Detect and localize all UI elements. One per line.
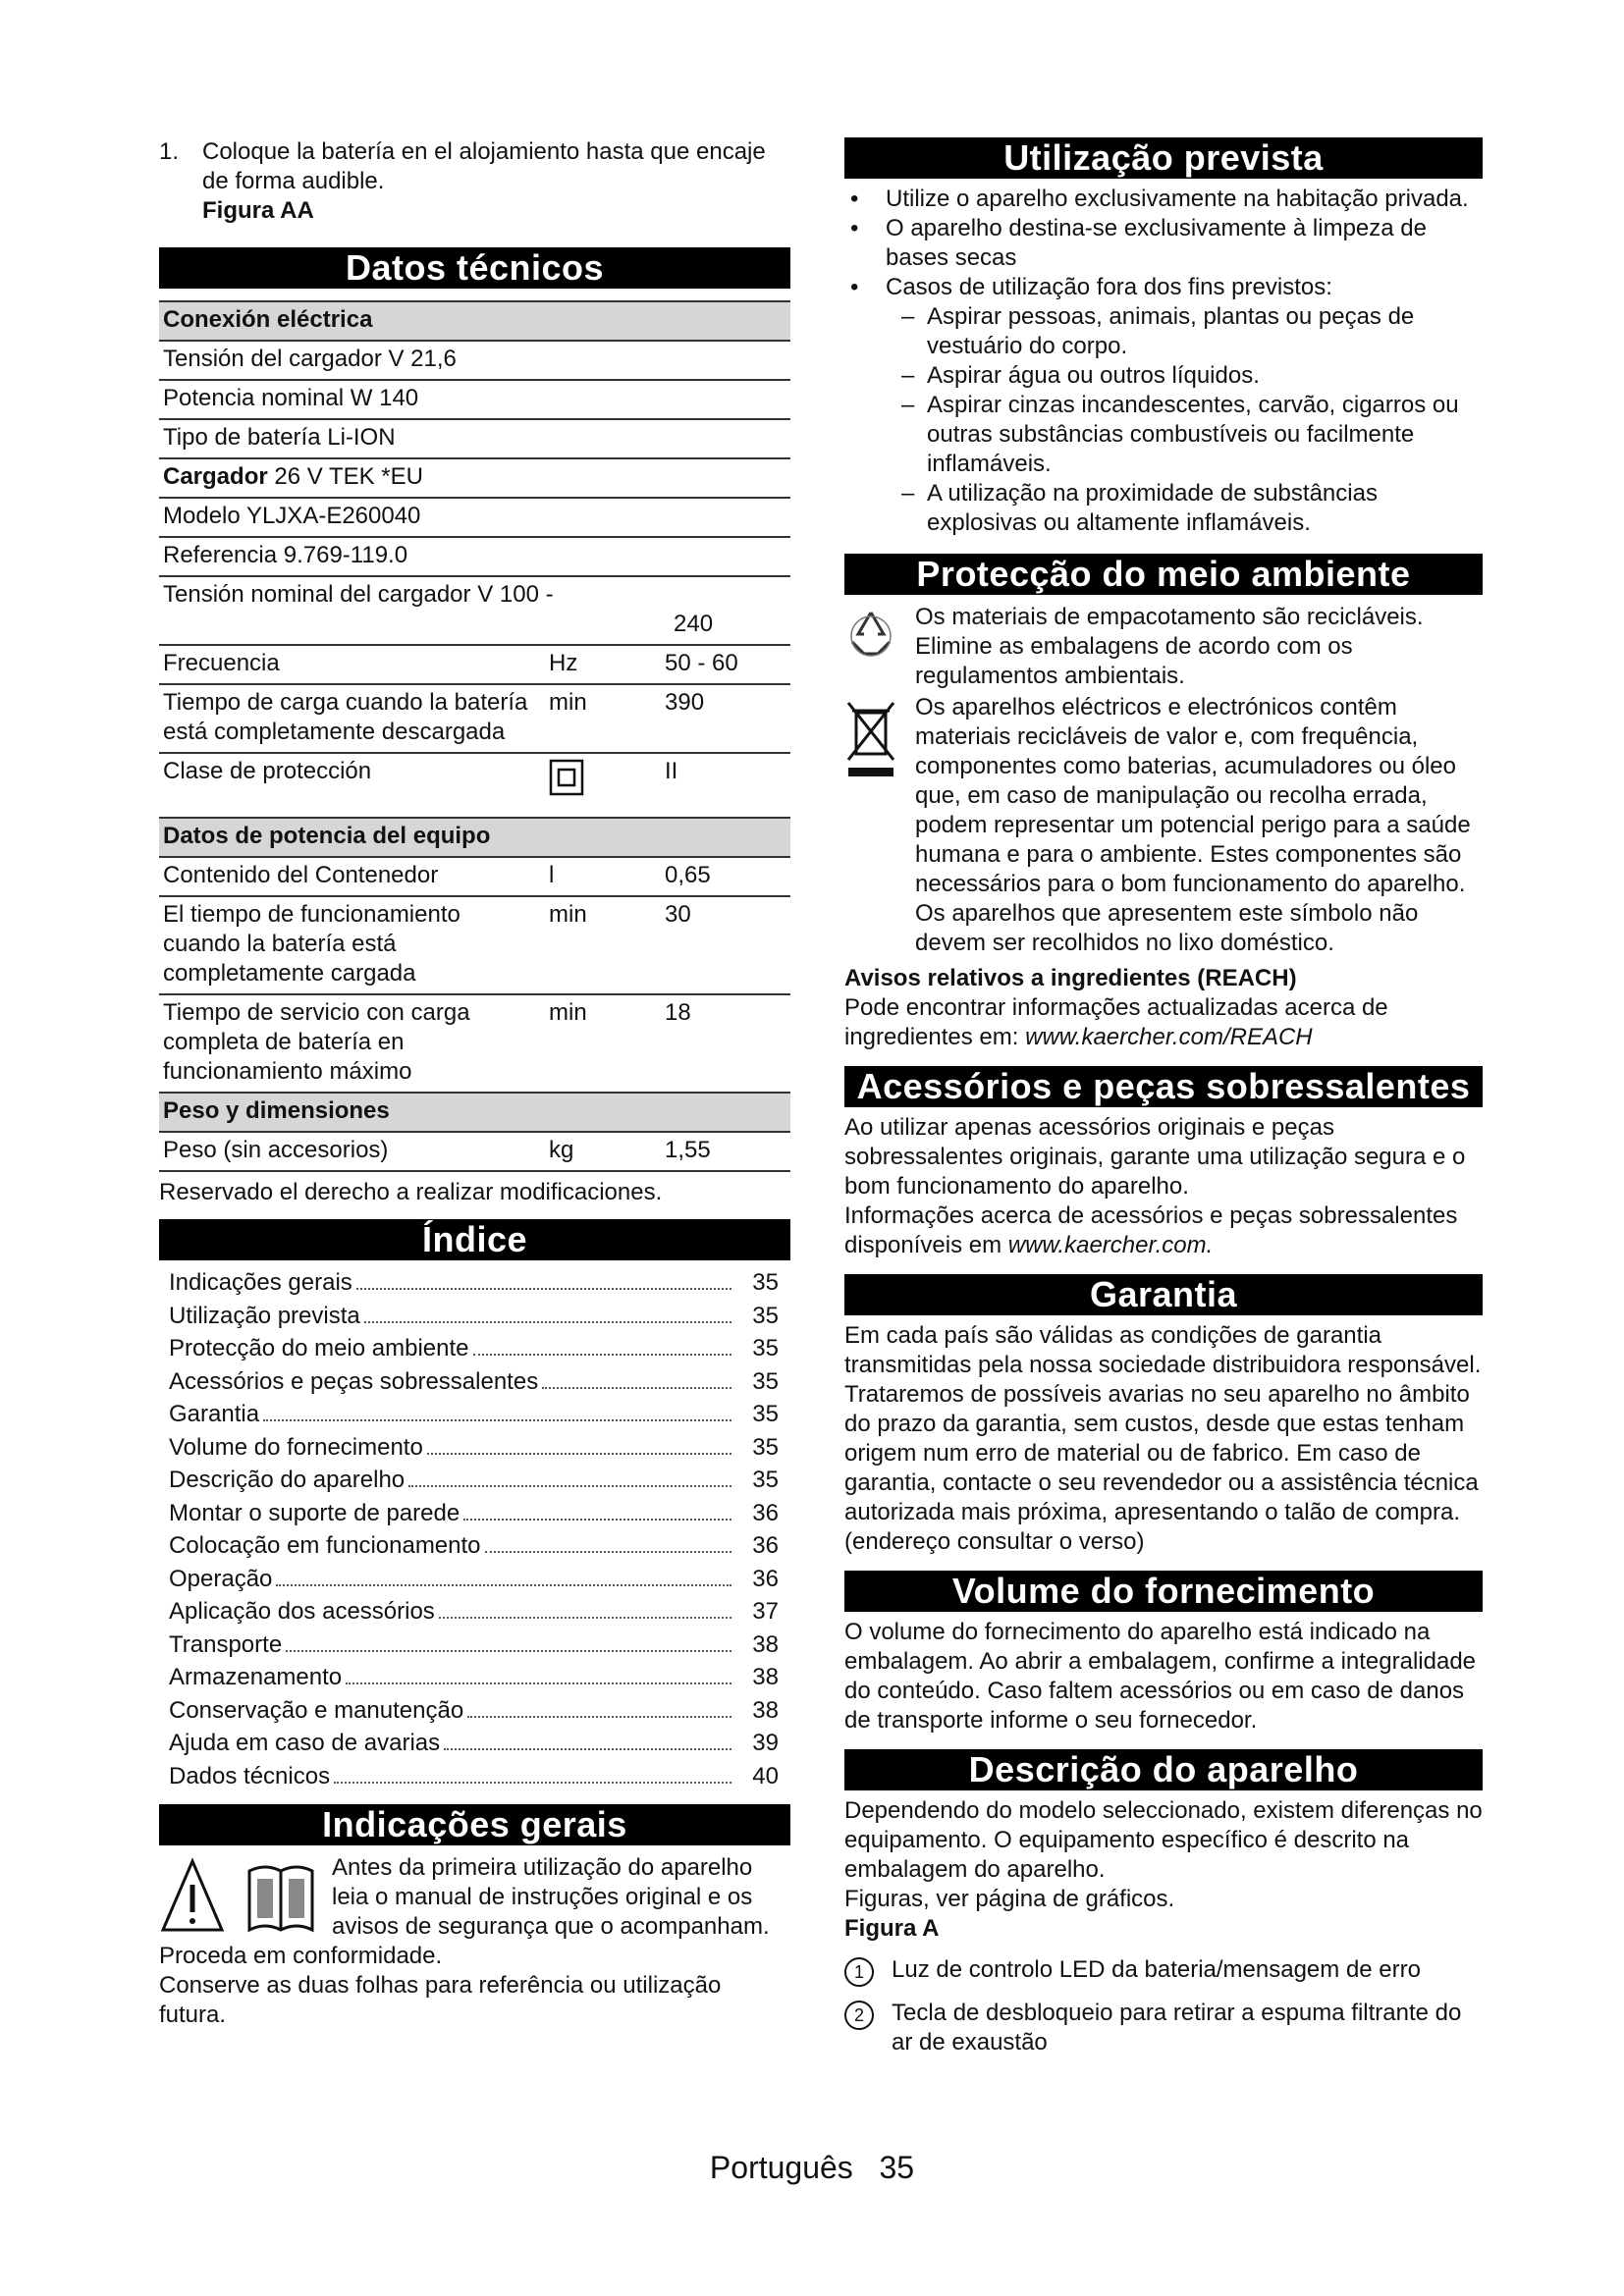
toc-title: Armazenamento bbox=[169, 1664, 343, 1690]
toc-title: Colocação em funcionamento bbox=[169, 1532, 481, 1559]
footer-language: Português bbox=[709, 2150, 853, 2185]
table-row: Tiempo de carga cuando la batería está completamente descargada min 390 bbox=[159, 684, 790, 753]
table-row: El tiempo de funcionamiento cuando la batería está completamente cargada min 30 bbox=[159, 896, 790, 994]
toc-leader bbox=[427, 1453, 731, 1455]
toc-leader bbox=[463, 1519, 731, 1521]
table-row: Clase de protección II bbox=[159, 753, 790, 818]
list-item: – A utilização na proximidade de substâncias explosivas ou altamente inflamáveis. bbox=[886, 479, 1483, 538]
warranty-text: Em cada país são válidas as condições de garantia transmitidas pela nossa sociedade distribuidora responsável. Trataremos de possíveis avarias no seu aparelho no âmbito do prazo da garantia, sem custos, desde que estas tenham origem num erro de material ou de fabrico. Em caso de garantia, contacte o seu revendedor ou a assistência técnica autorizada mais próxima, apresentando o talão de compra. bbox=[844, 1322, 1482, 1525]
toc-entry[interactable] bbox=[169, 1531, 779, 1565]
list-item: – Aspirar cinzas incandescentes, carvão, cigarros ou outras substâncias combustíveis ou facilmente inflamáveis. bbox=[886, 391, 1483, 479]
table-section: Conexión eléctrica bbox=[159, 301, 790, 341]
toc-page: 35 bbox=[752, 1335, 779, 1362]
reach-text: Pode encontrar informações actualizadas acerca de ingredientes em: bbox=[844, 994, 1388, 1050]
toc-title: Aplicação dos acessórios bbox=[169, 1598, 435, 1625]
toc-leader bbox=[467, 1716, 731, 1718]
figure-a-label: Figura A bbox=[844, 1915, 940, 1942]
recycle-icon bbox=[844, 607, 897, 660]
list-item: • Casos de utilização fora dos fins previstos: – Aspirar pessoas, animais, plantas ou peças de vestuário do corpo. – Aspirar água ou outros líquidos. – Aspirar cinzas incandescentes, carvão, cigarros ou outras substâncias combustíveis ou facilmente inflamáveis. – A utilização na proximidade de substâncias explosivas ou altamente inflamáveis. bbox=[844, 273, 1483, 538]
toc-title: Operação bbox=[169, 1565, 273, 1592]
protection-class-icon bbox=[549, 757, 584, 796]
table-of-contents bbox=[159, 1260, 790, 1804]
toc-entry[interactable] bbox=[169, 1630, 779, 1664]
legend-number: 1 bbox=[844, 1957, 874, 1987]
intended-use-list bbox=[844, 185, 1483, 538]
toc-page: 35 bbox=[752, 1367, 779, 1395]
page-number: 35 bbox=[879, 2150, 915, 2185]
table-row: Cargador 26 V TEK *EU bbox=[159, 458, 790, 498]
toc-entry[interactable] bbox=[169, 1762, 779, 1795]
table-row: Tiempo de servicio con carga completa de batería en funcionamiento máximo min 18 bbox=[159, 994, 790, 1093]
toc-title: Garantia bbox=[169, 1401, 260, 1427]
right-column bbox=[844, 137, 1483, 2071]
toc-entry[interactable] bbox=[169, 1597, 779, 1630]
page-footer bbox=[0, 2148, 1624, 2187]
legend-text: Luz de controlo LED da bateria/mensagem de erro bbox=[892, 1956, 1421, 1983]
toc-page: 36 bbox=[752, 1565, 779, 1592]
weee-bin-icon bbox=[844, 699, 897, 781]
toc-leader bbox=[444, 1748, 731, 1750]
toc-page: 35 bbox=[752, 1467, 779, 1493]
table-row: Modelo YLJXA-E260040 bbox=[159, 498, 790, 537]
toc-page: 37 bbox=[752, 1598, 779, 1625]
list-item: – Aspirar pessoas, animais, plantas ou peças de vestuário do corpo. bbox=[886, 302, 1483, 361]
indice-heading: Índice bbox=[159, 1219, 790, 1260]
table-row: Potencia nominal W 140 bbox=[159, 380, 790, 419]
toc-title: Ajuda em caso de avarias bbox=[169, 1730, 441, 1756]
warranty-address-note: (endereço consultar o verso) bbox=[844, 1528, 1145, 1555]
figures-note: Figuras, ver página de gráficos. bbox=[844, 1886, 1175, 1912]
environment-section bbox=[844, 603, 1483, 1052]
toc-leader bbox=[439, 1617, 731, 1619]
list-item: • Utilize o aparelho exclusivamente na habitação privada. bbox=[844, 185, 1483, 214]
figure-legend bbox=[844, 1955, 1483, 2057]
toc-entry[interactable] bbox=[169, 1565, 779, 1598]
toc-leader bbox=[408, 1485, 731, 1487]
safety-text: Antes da primeira utilização do aparelho leia o manual de instruções original e os avisos de segurança que o acompanham. Proceda em conformidade. bbox=[159, 1854, 770, 1969]
toc-page: 38 bbox=[752, 1664, 779, 1690]
toc-leader bbox=[364, 1321, 731, 1323]
toc-leader bbox=[276, 1584, 731, 1586]
toc-entry[interactable] bbox=[169, 1367, 779, 1401]
description-text: Dependendo do modelo seleccionado, existem diferenças no equipamento. O equipamento específico é descrito na embalagem do aparelho. bbox=[844, 1797, 1483, 1883]
legend-item bbox=[844, 1955, 1483, 1985]
toc-entry[interactable] bbox=[169, 1663, 779, 1696]
toc-entry[interactable] bbox=[169, 1302, 779, 1335]
toc-title: Montar o suporte de parede bbox=[169, 1499, 460, 1526]
toc-page: 39 bbox=[752, 1730, 779, 1756]
list-item: – Aspirar água ou outros líquidos. bbox=[886, 361, 1483, 391]
toc-page: 36 bbox=[752, 1532, 779, 1559]
accessories-info-text: Informações acerca de acessórios e peças sobressalentes disponíveis em bbox=[844, 1202, 1458, 1258]
toc-title: Indicações gerais bbox=[169, 1269, 352, 1296]
toc-leader bbox=[542, 1387, 731, 1389]
toc-leader bbox=[356, 1288, 731, 1290]
descricao-aparelho-heading: Descrição do aparelho bbox=[844, 1749, 1483, 1790]
toc-leader bbox=[485, 1551, 731, 1553]
toc-title: Transporte bbox=[169, 1630, 283, 1658]
toc-page: 38 bbox=[752, 1696, 779, 1724]
toc-leader bbox=[263, 1419, 731, 1421]
table-section: Datos de potencia del equipo bbox=[159, 818, 790, 857]
reach-link[interactable]: www.kaercher.com/REACH bbox=[1025, 1024, 1313, 1050]
legend-item bbox=[844, 1999, 1483, 2057]
table-row: Tipo de batería Li-ION bbox=[159, 419, 790, 458]
tech-data-table bbox=[159, 300, 790, 1172]
reach-title: Avisos relativos a ingredientes (REACH) bbox=[844, 965, 1297, 991]
toc-entry[interactable] bbox=[169, 1400, 779, 1433]
toc-leader bbox=[334, 1782, 731, 1784]
toc-page: 36 bbox=[752, 1499, 779, 1526]
toc-entry[interactable] bbox=[169, 1729, 779, 1762]
toc-title: Protecção do meio ambiente bbox=[169, 1335, 469, 1362]
safety-notice bbox=[159, 1853, 790, 2030]
legend-number: 2 bbox=[844, 2001, 874, 2030]
list-item: • O aparelho destina-se exclusivamente à limpeza de bases secas bbox=[844, 214, 1483, 273]
toc-title: Volume do fornecimento bbox=[169, 1433, 423, 1461]
toc-leader bbox=[346, 1682, 731, 1684]
acessorios-heading: Acessórios e peças sobressalentes bbox=[844, 1066, 1483, 1107]
toc-entry[interactable] bbox=[169, 1334, 779, 1367]
volume-fornecimento-heading: Volume do fornecimento bbox=[844, 1571, 1483, 1612]
table-row: Referencia 9.769-119.0 bbox=[159, 537, 790, 576]
proteccao-ambiente-heading: Protecção do meio ambiente bbox=[844, 554, 1483, 595]
modifications-note: Reservado el derecho a realizar modificaciones. bbox=[159, 1179, 663, 1205]
kaercher-link[interactable]: www.kaercher.com. bbox=[1007, 1232, 1214, 1258]
misuse-list bbox=[886, 302, 1483, 538]
toc-page: 35 bbox=[752, 1401, 779, 1427]
legend-text: Tecla de desbloqueio para retirar a espuma filtrante do ar de exaustão bbox=[892, 2000, 1462, 2056]
toc-title: Utilização prevista bbox=[169, 1302, 360, 1329]
table-row: Tensión nominal del cargador V 100 - 240 bbox=[159, 576, 790, 645]
indicacoes-gerais-heading: Indicações gerais bbox=[159, 1804, 790, 1845]
toc-title: Acessórios e peças sobressalentes bbox=[169, 1367, 539, 1395]
toc-entry[interactable] bbox=[169, 1466, 779, 1499]
toc-page: 35 bbox=[752, 1302, 779, 1329]
scope-of-delivery-text: O volume do fornecimento do aparelho está indicado na embalagem. Ao abrir a embalagem, confirme a integralidade do conteúdo. Caso faltem acessórios ou em caso de danos de transporte informe o seu fornecedor. bbox=[844, 1619, 1477, 1734]
accessories-text: Ao utilizar apenas acessórios originais e peças sobressalentes originais, garante uma utilização segura e o bom funcionamento do aparelho. bbox=[844, 1114, 1466, 1200]
step-number: 1. bbox=[159, 138, 180, 165]
toc-leader bbox=[473, 1354, 731, 1356]
toc-page: 35 bbox=[752, 1269, 779, 1296]
utilizacao-prevista-heading: Utilização prevista bbox=[844, 137, 1483, 179]
intro-step bbox=[159, 137, 790, 226]
toc-leader bbox=[286, 1650, 731, 1652]
left-column bbox=[159, 137, 790, 2030]
packaging-text: Os materiais de empacotamento são recicláveis. Elimine as embalagens de acordo com os regulamentos ambientais. bbox=[915, 604, 1424, 689]
figure-ref: Figura AA bbox=[202, 197, 314, 224]
toc-title: Descrição do aparelho bbox=[169, 1467, 406, 1493]
toc-title: Conservação e manutenção bbox=[169, 1696, 464, 1724]
step-text: Coloque la batería en el alojamiento hasta que encaje de forma audible. bbox=[202, 138, 766, 194]
weee-text: Os aparelhos eléctricos e electrónicos contêm materiais recicláveis de valor e, com frequência, componentes como baterias, acumuladores ou óleo que, em caso de manipulação ou recolha errada, podem representar um potencial perigo para a saúde humana e para o ambiente. Estes componentes são necessários para o bom funcionamento do aparelho. Os aparelhos que apresentem este símbolo não devem ser recolhidos no lixo doméstico. bbox=[915, 694, 1471, 956]
table-row: Peso (sin accesorios) kg 1,55 bbox=[159, 1132, 790, 1171]
toc-title: Dados técnicos bbox=[169, 1762, 331, 1789]
keep-leaflets-text: Conserve as duas folhas para referência ou utilização futura. bbox=[159, 1972, 722, 2028]
table-row: Frecuencia Hz 50 - 60 bbox=[159, 645, 790, 684]
table-row: Tensión del cargador V 21,6 bbox=[159, 341, 790, 380]
toc-entry[interactable] bbox=[169, 1696, 779, 1730]
table-row: Contenido del Contenedor l 0,65 bbox=[159, 857, 790, 896]
toc-page: 40 bbox=[752, 1762, 779, 1789]
toc-page: 35 bbox=[752, 1433, 779, 1461]
toc-entry[interactable] bbox=[169, 1433, 779, 1467]
toc-page: 38 bbox=[752, 1630, 779, 1658]
datos-tecnicos-heading: Datos técnicos bbox=[159, 247, 790, 289]
toc-entry[interactable] bbox=[169, 1268, 779, 1302]
toc-entry[interactable] bbox=[169, 1499, 779, 1532]
garantia-heading: Garantia bbox=[844, 1274, 1483, 1315]
table-section: Peso y dimensiones bbox=[159, 1093, 790, 1132]
warning-read-manual-icons bbox=[159, 1853, 332, 1942]
